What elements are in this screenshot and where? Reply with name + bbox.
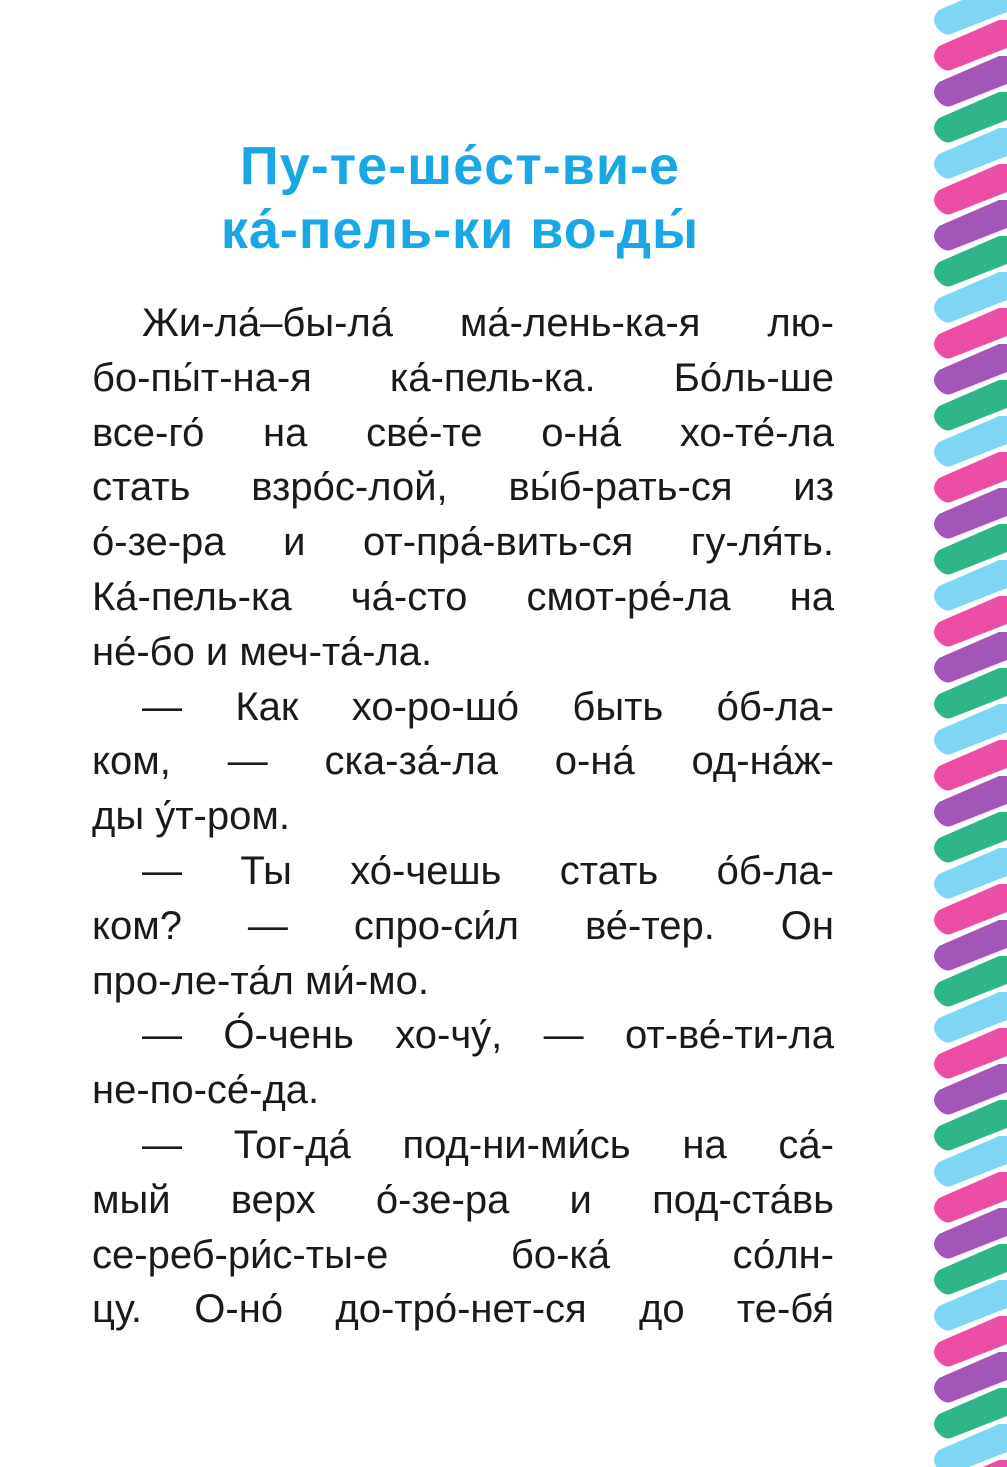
story-title <box>60 134 860 262</box>
text-line: о́-зе-ра и от-пра́-вить-ся гу-ля́ть. <box>92 520 834 565</box>
text-line: — О́-чень хо-чу́, — от-ве́-ти-ла <box>142 1013 834 1058</box>
story-title-line-1: Пу-те-ше́ст-ви-е <box>239 136 681 196</box>
text-line: цу. О-но́ до-тро́-нет-ся до те-бя́ <box>92 1287 834 1332</box>
text-line: мый верх о́-зе-ра и под-ста́вь <box>92 1177 834 1222</box>
text-line: ком, — ска-за́-ла о-на́ од-на́ж- <box>92 739 834 784</box>
text-line: — Ты хо́-чешь стать о́б-ла- <box>142 848 834 893</box>
text-line: — Тог-да́ под-ни-ми́сь на са́- <box>142 1122 834 1167</box>
text-line: стать взро́с-лой, вы́б-рать-ся из <box>92 465 834 510</box>
text-line: бо-пы́т-на-я ка́-пель-ка. Бо́ль-ше <box>92 355 834 400</box>
text-line: про-ле-та́л ми́-мо. <box>92 958 429 1003</box>
text-line: все-го́ на све́-те о-на́ хо-те́-ла <box>92 410 834 455</box>
text-line: Ка́-пель-ка ча́-сто смот-ре́-ла на <box>92 574 834 619</box>
text-line: Жи-ла́–бы-ла́ ма́-лень-ка-я лю- <box>142 301 834 345</box>
decorative-stripe-border <box>907 0 1007 1467</box>
text-line: не́-бо и меч-та́-ла. <box>92 629 433 674</box>
text-line: не-по-се́-да. <box>92 1068 320 1113</box>
text-line: се-реб-ри́с-ты-е бо-ка́ со́лн- <box>92 1232 834 1277</box>
story-title-line-2: ка́-пель-ки во-ды́ <box>220 200 700 260</box>
story-text <box>92 296 834 1337</box>
text-line: ком? — спро-си́л ве́-тер. Он <box>92 903 834 948</box>
text-line: — Как хо-ро-шо́ быть о́б-ла- <box>142 684 834 729</box>
text-line: ды у́т-ром. <box>92 794 290 839</box>
